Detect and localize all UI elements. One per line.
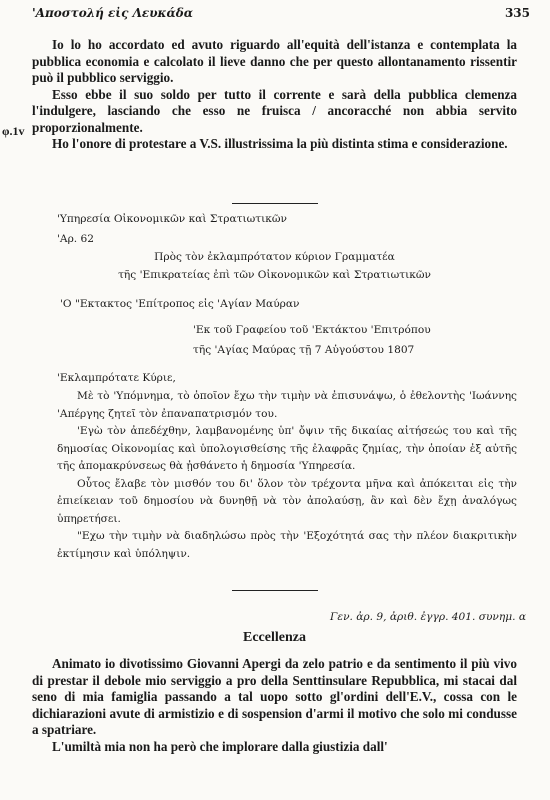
folio-margin-note: φ.1v <box>2 124 25 138</box>
paragraph: "Εχω τὴν τιμὴν νὰ διαδηλώσω πρὸς τὴν 'Εξοχότητά σας τὴν πλέον διακριτικὴν ἐκτίμησιν καὶ ὑπόληψιν. <box>57 530 517 560</box>
greek-salutation: 'Εκλαμπρότατε Κύριε, <box>57 372 176 384</box>
greek-office-heading: 'Υπηρεσία Οἰκονομικῶν καὶ Στρατιωτικῶν <box>57 213 287 225</box>
paragraph: Μὲ τὸ 'Υπόμνημα, τὸ ὁποῖον ἔχω τὴν τιμὴν νὰ ἐπισυνάψω, ὁ ἐθελοντὴς 'Ιωάννης 'Απέργης ζητεῖ τὸν ἐπαναπατρισμόν του. <box>57 390 517 420</box>
paragraph: Io lo ho accordato ed avuto riguardo all'equità dell'istanza e contemplata la pubblica economia e calcolato il lieve danno che per questo allontanamento rissentir può il pubblico serviggio. <box>32 37 517 85</box>
greek-document-number: 'Αρ. 62 <box>57 233 95 245</box>
greek-place-line-2: τῆς 'Αγίας Μαύρας τῇ 7 Αὐγούστου 1807 <box>193 344 415 356</box>
greek-letter-body <box>57 388 517 563</box>
italian-letter-ending <box>32 37 517 153</box>
running-head: 'Αποστολή εἰς Λευκάδα <box>32 6 193 20</box>
page-number: 335 <box>504 6 530 20</box>
paragraph: Esso ebbe il suo soldo per tutto il corrente e sarà della pubblica clemenza l'indulgere, lasciando che esso ne fruisca / ancoracché non abbia servito proporzionalmente. <box>32 86 517 135</box>
section-divider <box>232 203 318 204</box>
paragraph: Ho l'onore di protestare a V.S. illustrissima la più distinta stima e considerazione. <box>52 136 508 151</box>
greek-place-line-1: 'Εκ τοῦ Γραφείου τοῦ 'Εκτάκτου 'Επιτρόπου <box>193 324 431 336</box>
letter-heading: Eccellenza <box>243 630 306 645</box>
paragraph: Animato io divotissimo Giovanni Apergi da zelo patrio e da sentimento il più vivo di prestar il debole mio serviggio a pro della Senttinsulare Repubblica, mi stacai dal seno di mia famiglia passando a tal uopo sotto gl'ordini dell'E.V., cossa con le dichiarazioni avute di armistizio e di sospension d'armi il motivo che solo mi condusse a spatriare. <box>32 656 517 737</box>
section-divider <box>232 590 318 591</box>
paragraph: L'umiltà mia non ha però che implorare dalla giustizia dall' <box>52 738 388 754</box>
paragraph: 'Εγὼ τὸν ἀπεδέχθην, λαμβανομένης ὑπ' ὄψιν τῆς δικαίας αἰτήσεώς του καὶ τῆς δημοσίας Οἰκονομίας καὶ ὑπολογισθείσης τῆς ἐλαφρᾶς ζημίας, τὴν ὁποίαν ἐξ αὐτῆς τῆς ἀπομακρύνσεως θὰ ᾐσθάνετο ἡ δημοσία 'Υπηρεσία. <box>57 425 517 472</box>
greek-addressee-line-2: τῆς 'Επικρατείας ἐπὶ τῶν Οἰκονομικῶν καὶ Στρατιωτικῶν <box>118 269 431 281</box>
paragraph: Οὗτος ἔλαβε τὸν μισθόν του δι' ὅλον τὸν τρέχοντα μῆνα καὶ ἀπόκειται εἰς τὴν ἐπιείκειαν τοῦ δημοσίου νὰ δυνηθῇ νὰ τὸν ἀπολαύσῃ, ἂν καὶ δὲν ἔχῃ ἀναλόγως ὑπηρετήσει. <box>57 477 517 525</box>
archive-reference: Γεν. ἀρ. 9, ἀριθ. ἐγγρ. 401. συνημ. α <box>330 611 526 623</box>
greek-addressee-line-1: Πρὸς τὸν ἐκλαμπρότατον κύριον Γραμματέα <box>154 251 395 263</box>
italian-petition-body <box>32 656 517 755</box>
greek-sender: 'Ο "Εκτακτος 'Επίτροπος εἰς 'Αγίαν Μαύραν <box>60 298 300 310</box>
